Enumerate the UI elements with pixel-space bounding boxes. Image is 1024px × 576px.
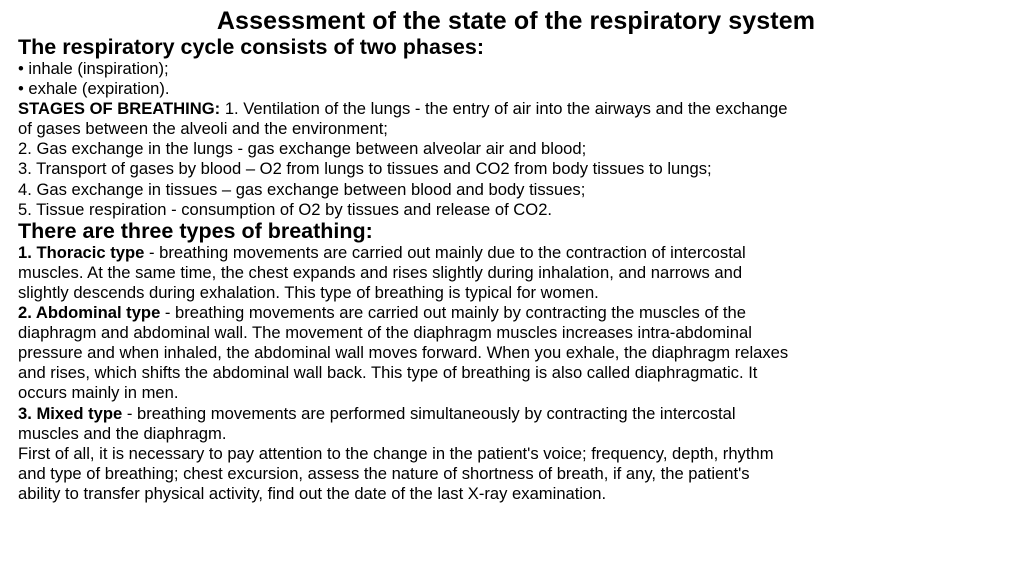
abdominal-line-4: and rises, which shifts the abdominal wall back. This type of breathing is also called diaphragmatic. It (18, 363, 758, 383)
stage-2: 2. Gas exchange in the lungs - gas exchange between alveolar air and blood; (18, 139, 587, 159)
mixed-first-text: - breathing movements are performed simultaneously by contracting the intercostal (122, 403, 736, 423)
thoracic-line-3: slightly descends during exhalation. This type of breathing is typical for women. (18, 282, 599, 302)
slide-title: Assessment of the state of the respiratory system (216, 7, 816, 35)
stages-label: STAGES OF BREATHING: (18, 99, 221, 119)
closing-line-2: and type of breathing; chest excursion, assess the nature of shortness of breath, if any, the patient's (18, 463, 750, 483)
phase-item-exhale: • exhale (expiration). (18, 79, 170, 99)
mixed-line-1 (18, 404, 1014, 424)
mixed-line-2: muscles and the diaphragm. (18, 423, 227, 443)
abdominal-line-5: occurs mainly in men. (18, 383, 179, 403)
abdominal-label: 2. Abdominal type (18, 303, 161, 323)
stage-5: 5. Tissue respiration - consumption of O2 by tissues and release of CO2. (18, 199, 553, 219)
stage-1-continuation: of gases between the alveoli and the environment; (18, 119, 388, 139)
types-heading: There are three types of breathing: (18, 218, 373, 243)
stages-line-1 (18, 99, 1014, 119)
closing-line-3: ability to transfer physical activity, find out the date of the last X-ray examination. (18, 483, 607, 503)
abdominal-line-2: diaphragm and abdominal wall. The movement of the diaphragm muscles increases intra-abdominal (18, 323, 752, 343)
abdominal-line-3: pressure and when inhaled, the abdominal wall moves forward. When you exhale, the diaphragm relaxes (18, 343, 789, 363)
stage-4: 4. Gas exchange in tissues – gas exchange between blood and body tissues; (18, 179, 586, 199)
abdominal-line-1 (18, 303, 1014, 323)
abdominal-first-text: - breathing movements are carried out mainly by contracting the muscles of the (160, 303, 746, 323)
closing-line-1: First of all, it is necessary to pay attention to the change in the patient's voice; frequency, depth, rhythm (18, 443, 774, 463)
thoracic-first-text: - breathing movements are carried out mainly due to the contraction of intercostal (144, 242, 746, 262)
mixed-label: 3. Mixed type (18, 403, 123, 423)
thoracic-line-1 (18, 243, 1014, 263)
phases-heading: The respiratory cycle consists of two phases: (18, 35, 484, 59)
phase-item-inhale: • inhale (inspiration); (18, 59, 169, 78)
stage-1-text: 1. Ventilation of the lungs - the entry of air into the airways and the exchange (220, 99, 788, 119)
thoracic-label: 1. Thoracic type (18, 242, 145, 262)
stage-3: 3. Transport of gases by blood – O2 from lungs to tissues and CO2 from body tissues to lungs; (18, 159, 712, 179)
thoracic-line-2: muscles. At the same time, the chest expands and rises slightly during inhalation, and narrows and (18, 262, 743, 282)
